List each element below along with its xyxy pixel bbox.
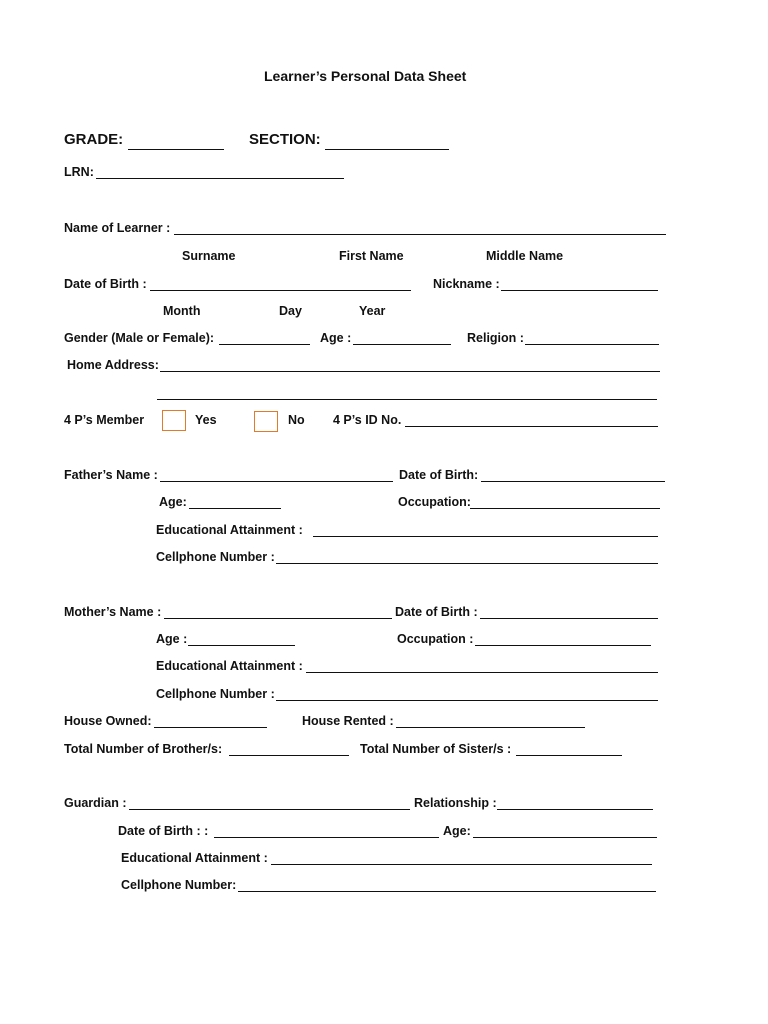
learner-age-field[interactable] [353,331,451,345]
learner-name-field[interactable] [174,221,666,235]
religion-field[interactable] [525,331,659,345]
father-name-field[interactable] [160,468,393,482]
mother-dob-label: Date of Birth : [395,605,478,619]
sisters-field[interactable] [516,742,622,756]
guardian-dob-field[interactable] [214,824,439,838]
address-field-1[interactable] [160,358,660,372]
gender-label: Gender (Male or Female): [64,331,215,345]
father-dob-label: Date of Birth: [399,468,479,482]
learner-dob-field[interactable] [150,277,411,291]
guardian-cell-label: Cellphone Number: [121,878,237,892]
page-title: Learner’s Personal Data Sheet [264,68,467,84]
father-name-label: Father’s Name : [64,468,158,482]
nickname-field[interactable] [501,277,658,291]
fourps-no-label: No [288,413,305,427]
mother-cell-field[interactable] [276,687,658,701]
lrn-field[interactable] [96,165,344,179]
fourps-no-checkbox[interactable] [254,411,278,432]
guardian-age-label: Age: [443,824,471,838]
learner-dob-label: Date of Birth : [64,277,147,291]
father-cell-field[interactable] [276,550,658,564]
guardian-age-field[interactable] [473,824,657,838]
house-owned-label: House Owned: [64,714,152,728]
house-owned-field[interactable] [154,714,267,728]
gender-field[interactable] [219,331,310,345]
brothers-label: Total Number of Brother/s: [64,742,223,756]
fourps-label: 4 P’s Member [64,413,145,427]
fourps-id-field[interactable] [405,413,658,427]
sisters-label: Total Number of Sister/s : [360,742,512,756]
mother-occupation-label: Occupation : [397,632,474,646]
fourps-id-label: 4 P’s ID No. [333,413,402,427]
father-education-field[interactable] [313,523,658,537]
father-cell-label: Cellphone Number : [156,550,275,564]
nickname-label: Nickname : [433,277,500,291]
grade-label: GRADE: [64,131,124,148]
father-dob-field[interactable] [481,468,665,482]
father-age-field[interactable] [189,495,281,509]
address-field-2[interactable] [157,386,657,400]
mother-dob-field[interactable] [480,605,658,619]
lrn-label: LRN: [64,165,94,179]
mother-age-field[interactable] [188,632,295,646]
learner-name-label: Name of Learner : [64,221,171,235]
mother-name-label: Mother’s Name : [64,605,162,619]
mother-education-label: Educational Attainment : [156,659,303,673]
day-caption: Day [279,304,302,318]
guardian-cell-field[interactable] [238,878,656,892]
section-field[interactable] [325,136,449,150]
house-rented-field[interactable] [396,714,585,728]
section-label: SECTION: [249,131,321,148]
guardian-dob-label: Date of Birth : : [118,824,209,838]
mother-education-field[interactable] [306,659,658,673]
brothers-field[interactable] [229,742,349,756]
father-occupation-label: Occupation: [398,495,471,509]
father-age-label: Age: [159,495,187,509]
guardian-education-label: Educational Attainment : [121,851,268,865]
mother-cell-label: Cellphone Number : [156,687,275,701]
fourps-yes-checkbox[interactable] [162,410,186,431]
mother-name-field[interactable] [164,605,392,619]
address-label: Home Address: [67,358,159,372]
grade-field[interactable] [128,136,224,150]
guardian-education-field[interactable] [271,851,652,865]
surname-caption: Surname [182,249,236,263]
guardian-name-label: Guardian : [64,796,127,810]
relationship-field[interactable] [497,796,653,810]
year-caption: Year [359,304,386,318]
learner-age-label: Age : [320,331,352,345]
month-caption: Month [163,304,201,318]
father-education-label: Educational Attainment : [156,523,303,537]
guardian-name-field[interactable] [129,796,410,810]
mother-age-label: Age : [156,632,188,646]
house-rented-label: House Rented : [302,714,394,728]
father-occupation-field[interactable] [470,495,660,509]
mother-occupation-field[interactable] [475,632,651,646]
religion-label: Religion : [467,331,524,345]
middle-name-caption: Middle Name [486,249,564,263]
first-name-caption: First Name [339,249,404,263]
fourps-yes-label: Yes [195,413,217,427]
relationship-label: Relationship : [414,796,497,810]
